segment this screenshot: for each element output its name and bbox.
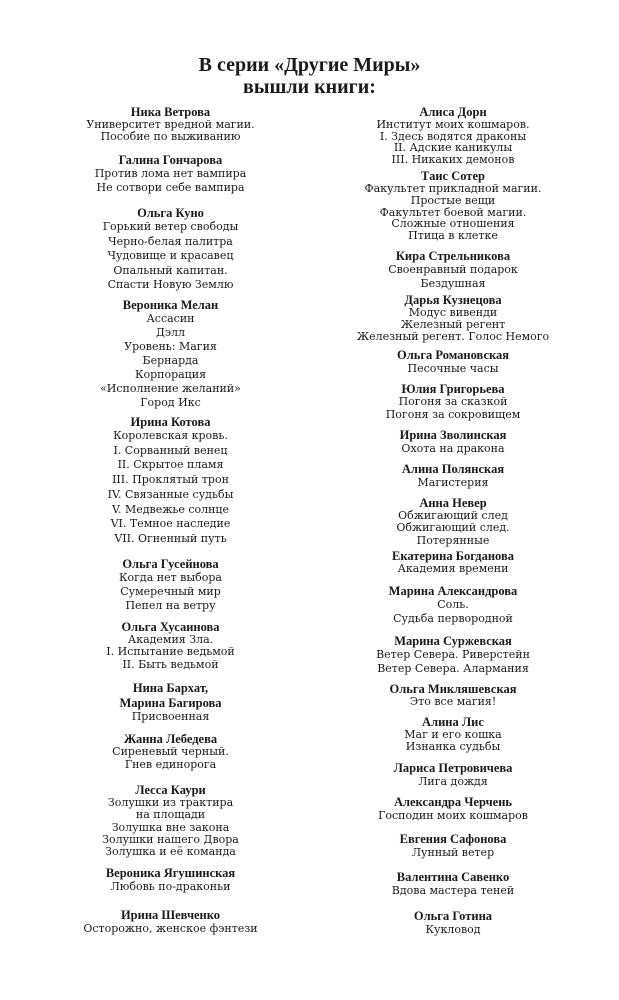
author-name: Нина Бархат, (132, 681, 209, 695)
book-title: Город Икс (140, 396, 201, 409)
book-entry (318, 635, 588, 676)
book-entry (318, 170, 588, 242)
author-name: Ольга Куно (137, 206, 204, 220)
author-name: Вероника Мелан (122, 298, 219, 312)
book-entry (318, 871, 588, 898)
book-title: Против лома нет вампира (94, 167, 247, 180)
book-entry (318, 250, 588, 291)
author-name: Екатерина Богданова (392, 549, 514, 563)
book-title: Своенравный подарок (388, 263, 518, 276)
book-title: Модус вивенди (408, 306, 498, 319)
book-title: Лунный ветер (411, 846, 495, 859)
book-title: Сложные отношения (391, 217, 515, 231)
book-title: II. Быть ведьмой (122, 657, 219, 671)
author-name: Ольга Готина (413, 909, 493, 923)
author-name: Александра Черчень (393, 795, 513, 809)
book-title: Университет вредной магии. (86, 118, 255, 131)
author-name: Алина Полянская (401, 462, 505, 476)
book-title: Обжигающий след. (396, 521, 510, 535)
author-name: Ольга Гусейнова (122, 557, 219, 571)
book-title: Королевская кровь. (113, 429, 228, 442)
author-name: Галина Гончарова (118, 153, 223, 167)
book-title: Чудовище и красавец (107, 249, 234, 262)
book-entry (318, 762, 588, 789)
book-title: Соль. (437, 598, 469, 611)
book-entry (318, 910, 588, 937)
book-title: Академия времени (397, 562, 509, 575)
book-title: VII. Огненный путь (114, 531, 227, 545)
book-title: Золушка и её команда (105, 845, 236, 859)
book-title: I. Испытание ведьмой (106, 645, 235, 659)
book-title: Уровень: Магия (124, 340, 217, 353)
book-title: Золушка вне закона (111, 820, 230, 834)
author-name: Ольга Романовская (396, 348, 510, 362)
book-entry (318, 550, 588, 575)
author-name: Валентина Савенко (396, 870, 510, 884)
author-name: Лесса Каури (135, 783, 206, 797)
book-entry (38, 909, 303, 936)
book-title: Гнев единорога (124, 757, 217, 771)
book-entry (318, 683, 588, 708)
book-title: Погоня за сокровищем (385, 407, 521, 421)
book-title: Опальный капитан. (113, 263, 228, 277)
author-name: Лариса Петровичева (393, 761, 513, 775)
book-title: Корпорация (134, 368, 207, 381)
author-name: Таис Сотер (421, 169, 485, 183)
book-entry (38, 207, 303, 293)
book-title: Золушки нашего Двора (102, 832, 239, 846)
book-title: Когда нет выбора (119, 571, 222, 584)
book-title: на площади (135, 808, 206, 822)
book-entry (318, 106, 588, 166)
book-title: Ассасин (146, 312, 195, 325)
book-title: Магистерия (417, 476, 489, 489)
book-title: Охота на дракона (401, 442, 505, 455)
book-title: Горький ветер свободы (102, 220, 239, 233)
book-title: Сиреневый черный. (112, 745, 229, 758)
author-name: Марина Суржевская (394, 634, 512, 648)
book-title: Осторожно, женское фэнтези (83, 922, 258, 935)
book-entry (38, 154, 303, 195)
book-title: Спасти Новую Землю (107, 278, 234, 291)
book-title: Сумеречный мир (120, 585, 221, 598)
book-title: Бездушная (420, 277, 486, 290)
book-entry (38, 621, 303, 671)
book-entry (318, 383, 588, 421)
book-title: Пособие по выживанию (100, 130, 241, 143)
book-title: V. Медвежье солнце (111, 502, 230, 516)
book-entry (38, 106, 303, 143)
book-entry (38, 416, 303, 547)
book-entry (318, 294, 588, 342)
book-title: Не сотвори себе вампира (96, 181, 245, 194)
book-title: Судьба первородной (393, 612, 513, 625)
author-name: Марина Багирова (119, 696, 222, 710)
book-title: Простые вещи (410, 193, 496, 207)
author-name: Ирина Шевченко (120, 908, 221, 922)
book-title: Институт моих кошмаров. (376, 118, 530, 131)
book-title: Потерянные (416, 533, 490, 547)
book-title: Песочные часы (407, 362, 499, 375)
book-title: Пепел на ветру (125, 599, 216, 612)
book-title: III. Проклятый трон (112, 473, 229, 487)
book-title: Обжигающий след (398, 509, 508, 522)
author-name: Жанна Лебедева (123, 732, 218, 746)
book-entry (38, 558, 303, 613)
author-name: Ольга Микляшевская (389, 682, 517, 696)
book-title: Золушки из трактира (107, 796, 234, 809)
book-title: Это все магия! (409, 695, 497, 708)
book-title: Железный регент (400, 317, 506, 331)
book-title: Присвоенная (131, 710, 210, 723)
book-entry (38, 733, 303, 771)
book-entry (318, 463, 588, 490)
book-title: Погоня за сказкой (398, 395, 508, 408)
author-name: Евгения Сафонова (399, 832, 507, 846)
book-title: III. Никаких демонов (391, 153, 515, 167)
book-title: Академия Зла. (127, 633, 214, 646)
book-entry (318, 349, 588, 376)
series-header (0, 54, 619, 98)
book-title: Лига дождя (418, 775, 488, 788)
book-title: Железный регент. Голос Немого (356, 329, 550, 343)
book-entry (318, 585, 588, 626)
book-entry (318, 716, 588, 753)
author-name: Марина Александрова (388, 584, 518, 598)
book-title: I. Здесь водятся драконы (379, 129, 527, 143)
book-title: Бернарда (142, 354, 199, 367)
book-title: II. Скрытое пламя (117, 458, 224, 472)
book-title: «Исполнение желаний» (100, 382, 241, 395)
book-entry (38, 867, 303, 894)
series-subtitle: вышли книги: (243, 76, 376, 98)
book-entry (318, 833, 588, 860)
author-name: Ольга Хусаинова (121, 620, 220, 634)
book-title: II. Адские каникулы (393, 141, 513, 155)
book-title: Ветер Севера. Риверстейн (376, 648, 530, 661)
book-title: Ветер Севера. Алармания (377, 662, 529, 675)
author-name: Алина Лис (422, 715, 484, 729)
book-entry (318, 429, 588, 456)
author-name: Вероника Ягушинская (105, 866, 236, 880)
author-name: Кира Стрельникова (395, 249, 511, 263)
book-title: Маг и его кошка (404, 728, 502, 741)
book-title: Птица в клетке (408, 229, 498, 243)
author-name: Ника Ветрова (130, 105, 211, 119)
book-entry (38, 682, 303, 724)
book-title: Факультет прикладной магии. (364, 182, 542, 195)
book-entry (318, 796, 588, 823)
author-name: Ирина Зволинская (399, 428, 507, 442)
book-title: VI. Темное наследие (110, 517, 231, 531)
book-title: Факультет боевой магии. (379, 205, 527, 219)
book-title: I. Сорванный венец (113, 443, 228, 457)
book-title: Вдова мастера теней (391, 884, 515, 897)
author-name: Анна Невер (419, 496, 487, 510)
book-entry (38, 784, 303, 858)
book-entry (318, 497, 588, 547)
book-title: Изнанка судьбы (405, 740, 501, 753)
book-entry (38, 299, 303, 410)
author-name: Ирина Котова (130, 415, 211, 429)
book-title: Любовь по-драконьи (110, 880, 231, 893)
book-title: IV. Связанные судьбы (107, 487, 234, 501)
author-name: Юлия Григорьева (401, 382, 505, 396)
book-title: Господин моих кошмаров (378, 809, 528, 822)
series-title: В серии «Другие Миры» (198, 54, 421, 76)
book-title: Черно-белая палитра (108, 234, 233, 248)
book-title: Кукловод (425, 923, 481, 936)
author-name: Алиса Дорн (419, 105, 487, 119)
book-title: Дэлл (155, 326, 186, 339)
author-name: Дарья Кузнецова (404, 293, 502, 307)
